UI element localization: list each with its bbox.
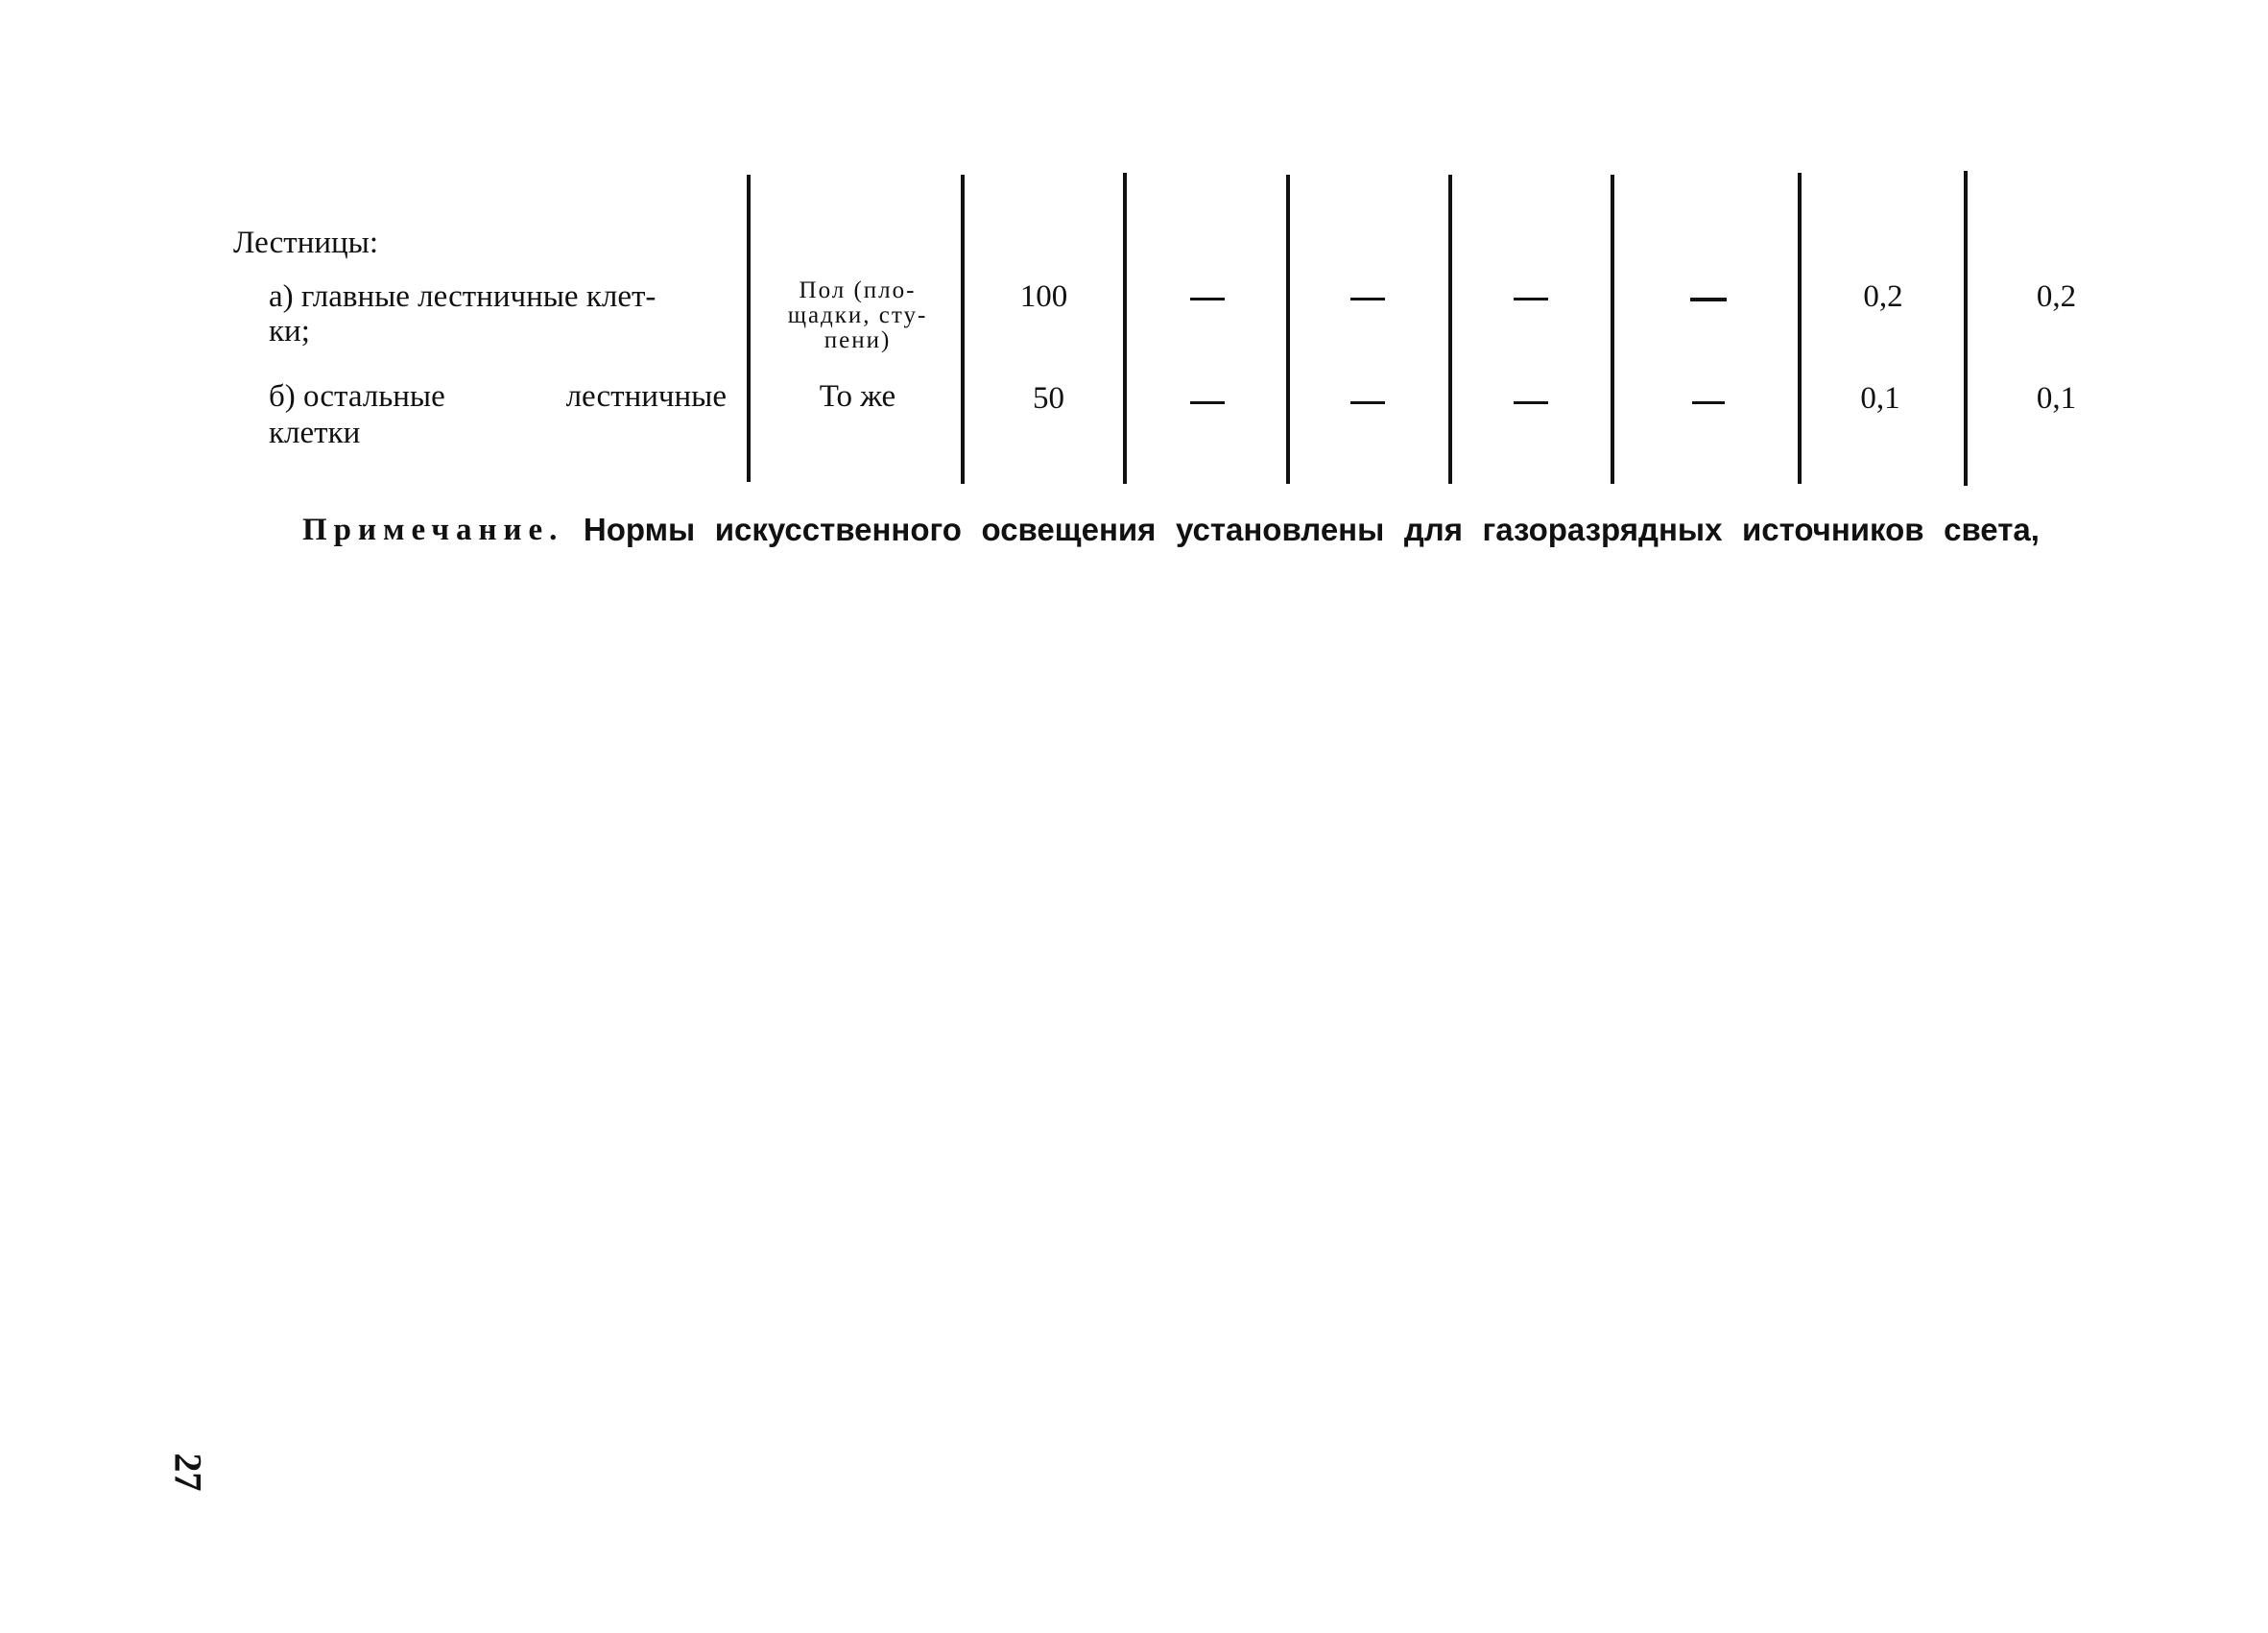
row1-col5-dash	[1350, 298, 1385, 300]
row2-col6-dash	[1514, 401, 1548, 404]
row1-name-text: а) главные лестничные клет-	[269, 279, 657, 314]
footnote-word: для	[1403, 512, 1463, 547]
section-heading: Лестницы:	[233, 226, 379, 260]
table-rule	[1286, 175, 1290, 484]
row2-illuminance: 50	[1033, 381, 1064, 416]
page-number: 27	[166, 1453, 210, 1492]
row1-name-line2: ки;	[269, 314, 310, 348]
table-rule	[1448, 175, 1452, 484]
row1-illuminance: 100	[1019, 279, 1068, 314]
footnote-word: освещения	[981, 512, 1157, 547]
row2-col8: 0,1	[1860, 381, 1900, 416]
table-rule	[747, 175, 751, 482]
footnote	[302, 511, 2040, 549]
footnote-word: установлены	[1175, 512, 1385, 547]
row2-plane: То же	[819, 379, 896, 414]
footnote-word: Нормы	[583, 512, 696, 547]
row1-col7-dash	[1690, 298, 1727, 301]
row1-col4-dash	[1190, 298, 1225, 300]
row2-col9: 0,1	[2036, 381, 2077, 416]
table-rule	[1798, 173, 1802, 484]
row1-col6-dash	[1514, 298, 1548, 300]
row2-name-line2: клетки	[269, 416, 361, 450]
row1-name-line1	[269, 278, 727, 315]
row1-plane-line3: пени)	[824, 327, 892, 353]
row2-col7-dash	[1692, 401, 1725, 404]
row1-col8: 0,2	[1863, 279, 1903, 314]
footnote-word: источников	[1741, 512, 1924, 547]
row2-col5-dash	[1350, 401, 1385, 404]
table-rule	[961, 175, 965, 484]
row1-col9: 0,2	[2036, 279, 2077, 314]
footnote-word: газоразрядных	[1482, 512, 1723, 547]
row2-name-line1	[269, 378, 727, 415]
row2-col4-dash	[1190, 401, 1225, 404]
row2-name-word2: лестничные	[565, 379, 727, 414]
row1-plane-line2: щадки, сту-	[787, 302, 928, 328]
table-rule	[1611, 175, 1614, 484]
footnote-word: искусственного	[714, 512, 962, 547]
row2-name-word1: б) остальные	[269, 379, 445, 414]
table-rule	[1964, 171, 1968, 486]
footnote-label: Примечание.	[302, 513, 564, 547]
footnote-word: света,	[1944, 512, 2040, 547]
row1-plane-line1: Пол (пло-	[799, 277, 917, 303]
table-rule	[1123, 173, 1127, 484]
